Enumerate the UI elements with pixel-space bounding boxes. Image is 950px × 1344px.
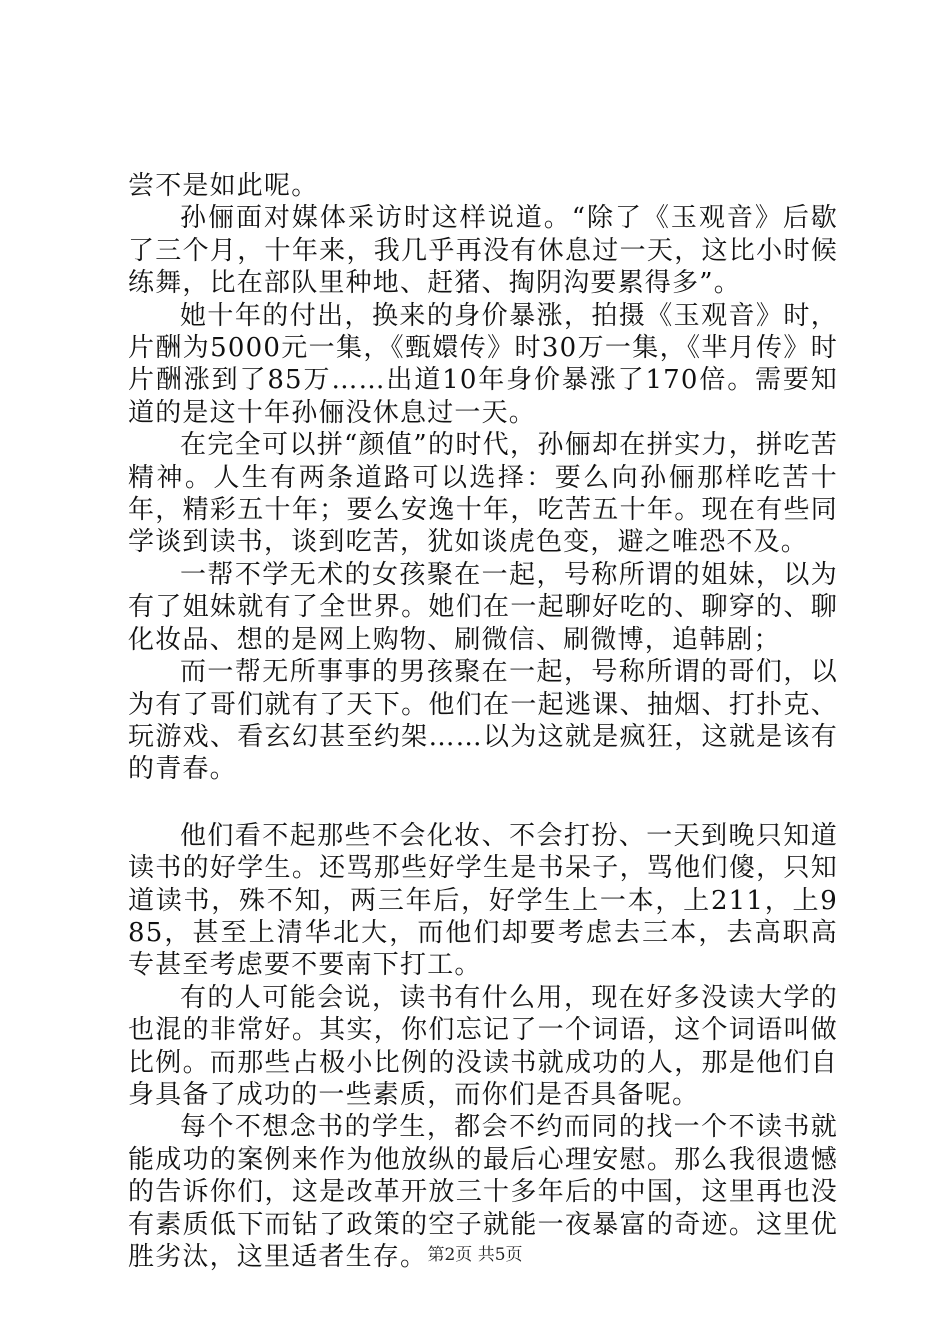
paragraph-8: 有的人可能会说，读书有什么用，现在好多没读大学的也混的非常好。其实，你们忘记了一个词语，这个词语叫做比例。而那些占极小比例的没读书就成功的人，那是他们自身具备了成功的一些素质，而你们是否具备呢。 <box>128 982 838 1110</box>
paragraph-1: 尝不是如此呢。 <box>128 171 319 201</box>
paragraph-5: 一帮不学无术的女孩聚在一起，号称所谓的姐妹，以为有了姐妹就有了全世界。她们在一起聊好吃的、聊穿的、聊化妆品、想的是网上购物、刷微信、刷微博，追韩剧； <box>128 559 838 655</box>
paragraph-3: 她十年的付出，换来的身价暴涨，拍摄《玉观音》时，片酬为5000元一集，《甄嬛传》时30万一集，《芈月传》时片酬涨到了85万……出道10年身价暴涨了170倍。需要知道的是这十年孙俪没休息过一天。 <box>128 300 838 428</box>
page-number-footer: 第2页 共5页 <box>427 1245 523 1265</box>
paragraph-9: 每个不想念书的学生，都会不约而同的找一个不读书就能成功的案例来作为他放纵的最后心理安慰。那么我很遗憾的告诉你们，这是改革开放三十多年后的中国，这里再也没有素质低下而钻了政策的空子就能一夜暴富的奇迹。这里优胜劣汰，这里适者生存。 <box>128 1112 838 1272</box>
paragraph-2: 孙俪面对媒体采访时这样说道。“除了《玉观音》后歇了三个月，十年来，我几乎再没有休息过一天，这比小时候练舞，比在部队里种地、赶猪、掏阴沟要累得多”。 <box>128 203 838 299</box>
paragraph-7: 他们看不起那些不会化妆、不会打扮、一天到晚只知道读书的好学生。还骂那些好学生是书呆子，骂他们傻，只知道读书，殊不知，两三年后，好学生上一本，上211，上985，甚至上清华北大，而他们却要考虑去三本，去高职高专甚至考虑要不要南下打工。 <box>128 820 838 981</box>
paragraph-4: 在完全可以拼“颜值”的时代，孙俪却在拼实力，拼吃苦精神。人生有两条道路可以选择：要么向孙俪那样吃苦十年，精彩五十年；要么安逸十年，吃苦五十年。现在有些同学谈到读书，谈到吃苦，犹如谈虎色变，避之唯恐不及。 <box>128 430 838 558</box>
paragraph-6: 而一帮无所事事的男孩聚在一起，号称所谓的哥们，以为有了哥们就有了天下。他们在一起逃课、抽烟、打扑克、玩游戏、看玄幻甚至约架……以为这就是疯狂，这就是该有的青春。 <box>128 657 838 785</box>
document-body <box>128 170 838 1273</box>
